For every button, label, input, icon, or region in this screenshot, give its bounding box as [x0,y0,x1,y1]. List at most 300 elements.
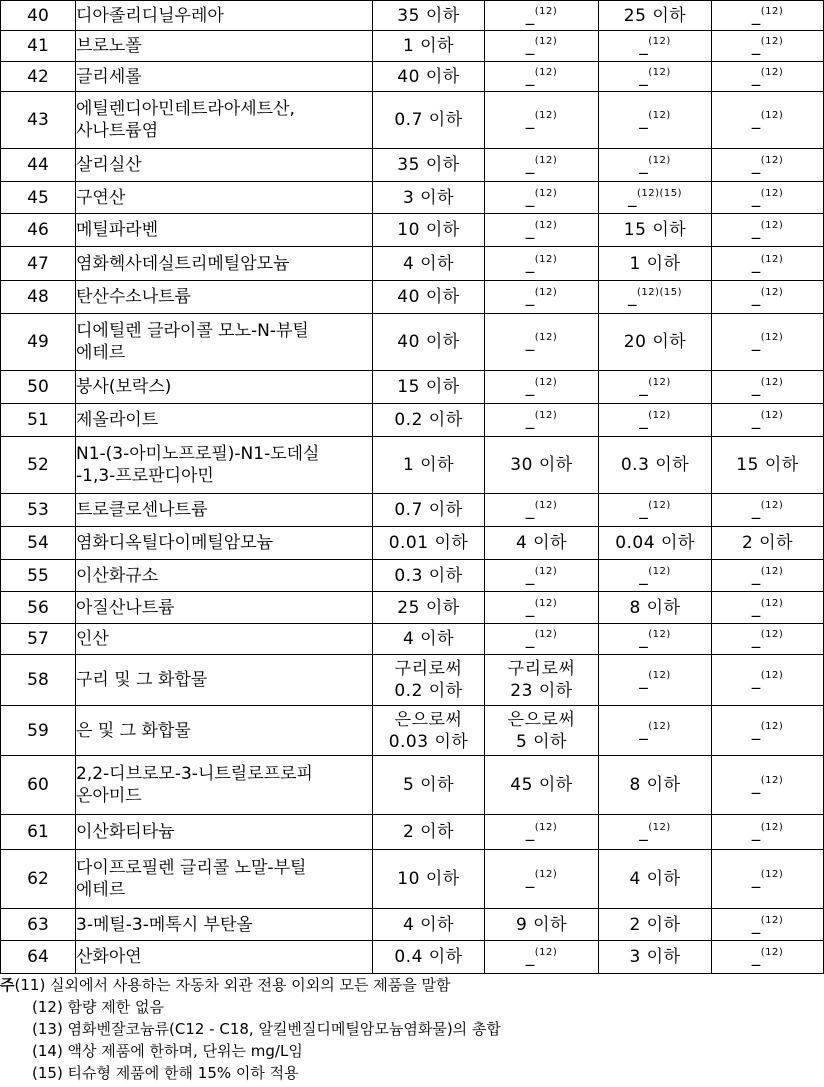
substance-name-line: -1,3-프로판디아민 [76,466,214,486]
row-number: 49 [1,314,76,371]
no-limit-dash: _ [639,565,649,586]
limit-value-line: 10 이하 [397,869,460,889]
limit-value-line: 2 이하 [629,914,681,935]
limit-value-c1 [373,92,485,149]
footnote-ref: (12) [760,670,784,681]
limit-value-c3 [599,437,712,494]
row-number: 54 [1,527,76,560]
no-limit-dash: _ [525,253,535,274]
limit-value-c1 [373,592,485,624]
limit-value-c3 [599,92,712,149]
limit-value-c3 [599,850,712,909]
footnote-ref: (12) [760,720,784,732]
substance-name [76,92,373,149]
row-number: 42 [1,62,76,92]
substance-name-line: 구리 및 그 화합물 [76,670,208,690]
footnote-line [0,1018,820,1040]
limit-value-c3 [599,404,712,437]
table-row [1,815,824,850]
limit-value-c1 [373,624,485,655]
limit-value-line: 15 이하 [736,455,799,475]
limit-value-line: 1 이하 [402,455,455,475]
limit-value-c2 [485,214,599,247]
substance-name [76,404,373,437]
row-number: 43 [1,92,76,149]
no-limit-dash: _ [525,332,535,352]
no-limit-dash: _ [751,110,761,130]
substance-name [76,706,373,756]
limit-value-c4 [712,624,824,655]
footnote-ref: (12) [534,947,558,958]
no-limit-dash: _ [639,377,649,397]
limit-value-line: 은으로써 [507,709,576,730]
no-limit-dash: _ [525,36,535,56]
substance-name-line: 2,2-디브로모-3-니트릴로프로피 [76,764,313,784]
limit-value-c1 [373,314,485,371]
footnote-ref: (12) [648,670,671,681]
substance-name-line: 산화아연 [76,947,142,967]
limit-value-c3 [599,314,712,371]
footnote-ref: (12) [534,253,558,265]
substance-name-line: 이산화규소 [76,565,159,586]
limit-value-c1 [373,815,485,850]
row-number: 62 [1,850,76,909]
limit-value-c4 [712,706,824,756]
substance-name [76,182,373,214]
footnote-ref: (12) [648,822,671,833]
limit-value-c2 [485,706,599,756]
substance-name-line: 이산화티타늄 [76,822,175,842]
limit-value-line: 15 이하 [397,377,460,397]
table-row [1,182,824,214]
row-number: 48 [1,281,76,314]
limit-value-line: 35 이하 [397,5,460,26]
limit-value-c4 [712,437,824,494]
limit-value-c3 [599,624,712,655]
limit-value-line: 30 이하 [510,455,573,475]
footnote-text: (15) 티슈형 제품에 한해 15% 이하 적용 [32,1064,299,1082]
no-limit-dash: _ [525,66,535,87]
table-row [1,706,824,756]
no-limit-dash: _ [525,220,535,240]
substance-name-line: 트로클로센나트륨 [76,500,208,520]
footnote-ref: (12) [534,332,558,343]
substance-name [76,437,373,494]
limit-value-c2 [485,527,599,560]
limit-value-c1 [373,941,485,974]
table-row [1,62,824,92]
table-row [1,149,824,182]
no-limit-dash: _ [751,220,761,240]
footnote-ref: (12) [760,377,784,388]
row-number: 64 [1,941,76,974]
limit-value-line: 5 이하 [515,731,568,752]
limit-value-c1 [373,149,485,182]
limit-value-c4 [712,527,824,560]
footnote-line [0,974,820,996]
footnote-ref: (12) [760,775,784,786]
footnote-ref: (12) [534,500,558,511]
limit-value-c1 [373,494,485,527]
limit-value-c4 [712,247,824,281]
limit-value-c1 [373,527,485,560]
limit-value-line: 8 이하 [629,597,681,618]
limit-value-c4 [712,850,824,909]
substance-name-line: 구연산 [76,187,126,208]
row-number: 56 [1,592,76,624]
limit-value-line: 0.2 이하 [394,410,463,430]
limit-value-line: 2 이하 [741,533,794,553]
limit-value-c1 [373,437,485,494]
limit-value-c2 [485,655,599,706]
substance-name [76,941,373,974]
table-row [1,560,824,592]
no-limit-dash: _ [525,5,535,26]
limit-value-c1 [373,31,485,62]
limit-value-c3 [599,560,712,592]
limit-value-line: 4 이하 [629,869,681,889]
row-number: 55 [1,560,76,592]
no-limit-dash: _ [751,822,761,842]
footnote-ref: (12) [760,597,784,609]
substance-name [76,909,373,941]
no-limit-dash: _ [751,597,761,618]
footnote-ref: (12) [760,5,784,17]
limit-value-c4 [712,815,824,850]
limit-value-c3 [599,182,712,214]
limit-value-line: 0.01 이하 [388,533,469,553]
footnote-ref: (12) [760,629,784,640]
limit-value-c1 [373,214,485,247]
footnote-ref: (12) [760,914,784,926]
substance-name [76,560,373,592]
footnote-ref: (12) [760,66,784,78]
limit-value-c3 [599,371,712,404]
no-limit-dash: _ [627,287,637,307]
footnote-ref: (12) [760,155,784,166]
footnote-ref: (12) [648,500,671,511]
no-limit-dash: _ [525,155,535,175]
substance-name-line: 3-메틸-3-메톡시 부탄올 [76,914,253,935]
table-row [1,214,824,247]
limit-value-c2 [485,371,599,404]
substance-name-line: 탄산수소나트륨 [76,287,191,307]
footnote-ref: (12) [760,822,784,833]
table-body [1,1,824,974]
no-limit-dash: _ [751,187,761,208]
footnote-ref: (12) [534,66,558,78]
substance-name-line: 아질산나트륨 [76,597,175,618]
limit-value-c4 [712,371,824,404]
row-number: 51 [1,404,76,437]
limit-value-line: 0.3 이하 [620,455,690,475]
no-limit-dash: _ [751,565,761,586]
table-row [1,92,824,149]
limit-value-c4 [712,404,824,437]
limit-value-c4 [712,92,824,149]
limit-value-c4 [712,655,824,706]
no-limit-dash: _ [525,377,535,397]
limit-value-c1 [373,281,485,314]
limit-value-c4 [712,31,824,62]
row-number: 40 [1,1,76,31]
limit-value-c2 [485,592,599,624]
no-limit-dash: _ [525,947,535,967]
limit-value-line: 4 이하 [402,253,455,274]
table-row [1,624,824,655]
footnote-ref: (12) [648,377,671,388]
footnote-ref: (12) [534,220,558,231]
footnote-ref: (12)(15) [636,287,683,298]
limit-value-c2 [485,31,599,62]
footnote-ref: (12) [534,187,558,199]
substance-name-line: 인산 [76,629,109,649]
no-limit-dash: _ [751,914,761,935]
limit-value-c2 [485,149,599,182]
limit-value-line: 45 이하 [510,775,573,795]
footnote-ref: (12) [648,629,671,640]
substance-name [76,62,373,92]
row-number: 44 [1,149,76,182]
limit-value-line: 20 이하 [623,332,687,352]
table-row [1,850,824,909]
footnote-line [0,996,820,1018]
substance-name [76,1,373,31]
row-number: 63 [1,909,76,941]
no-limit-dash: _ [525,597,535,618]
footnote-ref: (12) [760,187,784,199]
table-row [1,592,824,624]
limit-value-c2 [485,182,599,214]
limit-value-c2 [485,1,599,31]
limit-value-line: 0.3 이하 [394,565,463,586]
substance-name-line: 붕사(보락스) [76,377,172,397]
limit-value-c2 [485,941,599,974]
limit-value-c3 [599,941,712,974]
footnote-ref: (12) [534,565,558,577]
substance-name [76,31,373,62]
no-limit-dash: _ [751,287,761,307]
limit-value-c4 [712,182,824,214]
limit-value-c2 [485,62,599,92]
limit-value-c1 [373,909,485,941]
limit-value-line: 40 이하 [397,287,460,307]
limit-value-c2 [485,494,599,527]
limit-value-c1 [373,247,485,281]
limit-value-c4 [712,494,824,527]
no-limit-dash: _ [639,500,649,520]
table-row [1,404,824,437]
limit-value-line: 0.7 이하 [394,500,463,520]
footnote-ref: (12) [534,155,558,166]
substance-name-line: 염화헥사데실트리메틸암모늄 [76,253,290,274]
substance-name-line: 글리세롤 [76,66,142,87]
footnote-ref: (12) [760,947,784,958]
substance-name-line: 살리실산 [76,155,142,175]
limit-value-c2 [485,314,599,371]
limit-value-c3 [599,149,712,182]
no-limit-dash: _ [525,822,535,842]
footnote-line [0,1062,820,1084]
table-row [1,527,824,560]
row-number: 61 [1,815,76,850]
no-limit-dash: _ [751,332,761,352]
limit-value-line: 0.03 이하 [388,731,469,752]
limit-value-line: 40 이하 [397,332,460,352]
row-number: 60 [1,756,76,815]
row-number: 53 [1,494,76,527]
footnote-text: (13) 염화벤잘코늄류(C12 - C18, 알킬벤질디메틸암모늄염화물)의 총합 [32,1020,501,1038]
limit-value-c2 [485,850,599,909]
no-limit-dash: _ [627,187,637,208]
substance-name-line: 다이프로필렌 글리콜 노말-부틸 [76,858,307,878]
footnote-ref: (12) [760,110,784,121]
footnote-ref: (12) [534,822,558,833]
row-number: 41 [1,31,76,62]
no-limit-dash: _ [525,287,535,307]
substance-name-line: 은 및 그 화합물 [76,720,191,741]
substance-name [76,527,373,560]
limit-value-c3 [599,1,712,31]
footnote-ref: (12) [760,220,784,231]
no-limit-dash: _ [525,565,535,586]
no-limit-dash: _ [525,869,535,889]
no-limit-dash: _ [525,500,535,520]
limit-value-c4 [712,214,824,247]
limit-value-c4 [712,314,824,371]
no-limit-dash: _ [751,155,761,175]
substance-name-line: 에테르 [76,343,126,363]
table-row [1,655,824,706]
limit-value-c2 [485,815,599,850]
footnote-ref: (12) [760,869,784,880]
limit-value-c1 [373,850,485,909]
limit-value-c3 [599,756,712,815]
row-number: 46 [1,214,76,247]
substance-name [76,149,373,182]
limit-value-line: 23 이하 [510,681,573,701]
limit-value-c3 [599,655,712,706]
substance-name-line: 에테르 [76,880,126,900]
footnote-ref: (12) [534,597,558,609]
limit-value-c1 [373,404,485,437]
no-limit-dash: _ [639,629,649,649]
row-number: 57 [1,624,76,655]
no-limit-dash: _ [751,377,761,397]
limit-value-c1 [373,655,485,706]
limit-value-line: 3 이하 [402,187,455,208]
row-number: 45 [1,182,76,214]
no-limit-dash: _ [751,66,761,87]
no-limit-dash: _ [639,155,649,175]
substance-name-line: 디에틸렌 글라이콜 모노-N-뷰틸 [76,321,309,341]
table-row [1,247,824,281]
limit-value-c2 [485,909,599,941]
substance-name-line: 제올라이트 [76,410,159,430]
table-row [1,941,824,974]
substance-name [76,624,373,655]
no-limit-dash: _ [525,187,535,208]
footnote-ref: (12) [760,253,784,265]
no-limit-dash: _ [525,410,535,430]
limit-value-line: 8 이하 [629,775,681,795]
substance-name-line: 디아졸리디닐우레아 [76,5,224,26]
limit-value-c4 [712,941,824,974]
limit-value-c3 [599,281,712,314]
limit-value-c4 [712,281,824,314]
footnote-ref: (12) [534,5,558,17]
footnote-ref: (12) [648,720,671,732]
limit-value-c1 [373,756,485,815]
limit-value-line: 1 이하 [629,253,681,274]
limit-value-c4 [712,756,824,815]
no-limit-dash: _ [751,5,761,26]
footnote-ref: (12) [648,410,671,421]
row-number: 52 [1,437,76,494]
limit-value-line: 4 이하 [515,533,568,553]
substance-name [76,214,373,247]
limit-value-line: 10 이하 [397,220,460,240]
substance-name [76,371,373,404]
limit-value-c4 [712,909,824,941]
limit-value-c4 [712,592,824,624]
substance-name [76,655,373,706]
limit-value-line: 9 이하 [515,914,568,935]
no-limit-dash: _ [751,670,761,690]
table-row [1,494,824,527]
row-number: 50 [1,371,76,404]
footnote-ref: (12) [534,629,558,640]
no-limit-dash: _ [751,410,761,430]
no-limit-dash: _ [639,110,649,130]
substance-name [76,756,373,815]
no-limit-dash: _ [751,720,761,741]
limit-value-c1 [373,371,485,404]
no-limit-dash: _ [639,66,649,87]
footnote-ref: (12) [534,410,558,421]
limit-value-c2 [485,560,599,592]
footnote-mark: 주 [0,976,15,994]
limit-value-line: 35 이하 [397,155,460,175]
footnote-ref: (12) [760,36,784,47]
table-row [1,909,824,941]
limit-value-line: 0.4 이하 [394,947,463,967]
no-limit-dash: _ [751,629,761,649]
table-row [1,281,824,314]
limit-value-line: 4 이하 [402,914,455,935]
limit-value-line: 구리로써 [507,659,576,679]
limit-value-c4 [712,62,824,92]
limit-value-c3 [599,62,712,92]
footnote-ref: (12) [648,565,671,577]
footnote-ref: (12) [648,66,671,78]
limit-value-c2 [485,756,599,815]
substance-name-line: 메틸파라벤 [76,220,159,240]
table-row [1,371,824,404]
table-row [1,31,824,62]
no-limit-dash: _ [639,410,649,430]
limit-value-c1 [373,62,485,92]
table-row [1,1,824,31]
limit-value-line: 40 이하 [397,66,460,87]
table-row [1,756,824,815]
table-row [1,314,824,371]
limit-value-line: 2 이하 [402,822,455,842]
limit-value-c2 [485,404,599,437]
footnote-ref: (12) [534,36,558,47]
limit-value-line: 구리로써 [394,659,463,679]
no-limit-dash: _ [751,775,761,795]
